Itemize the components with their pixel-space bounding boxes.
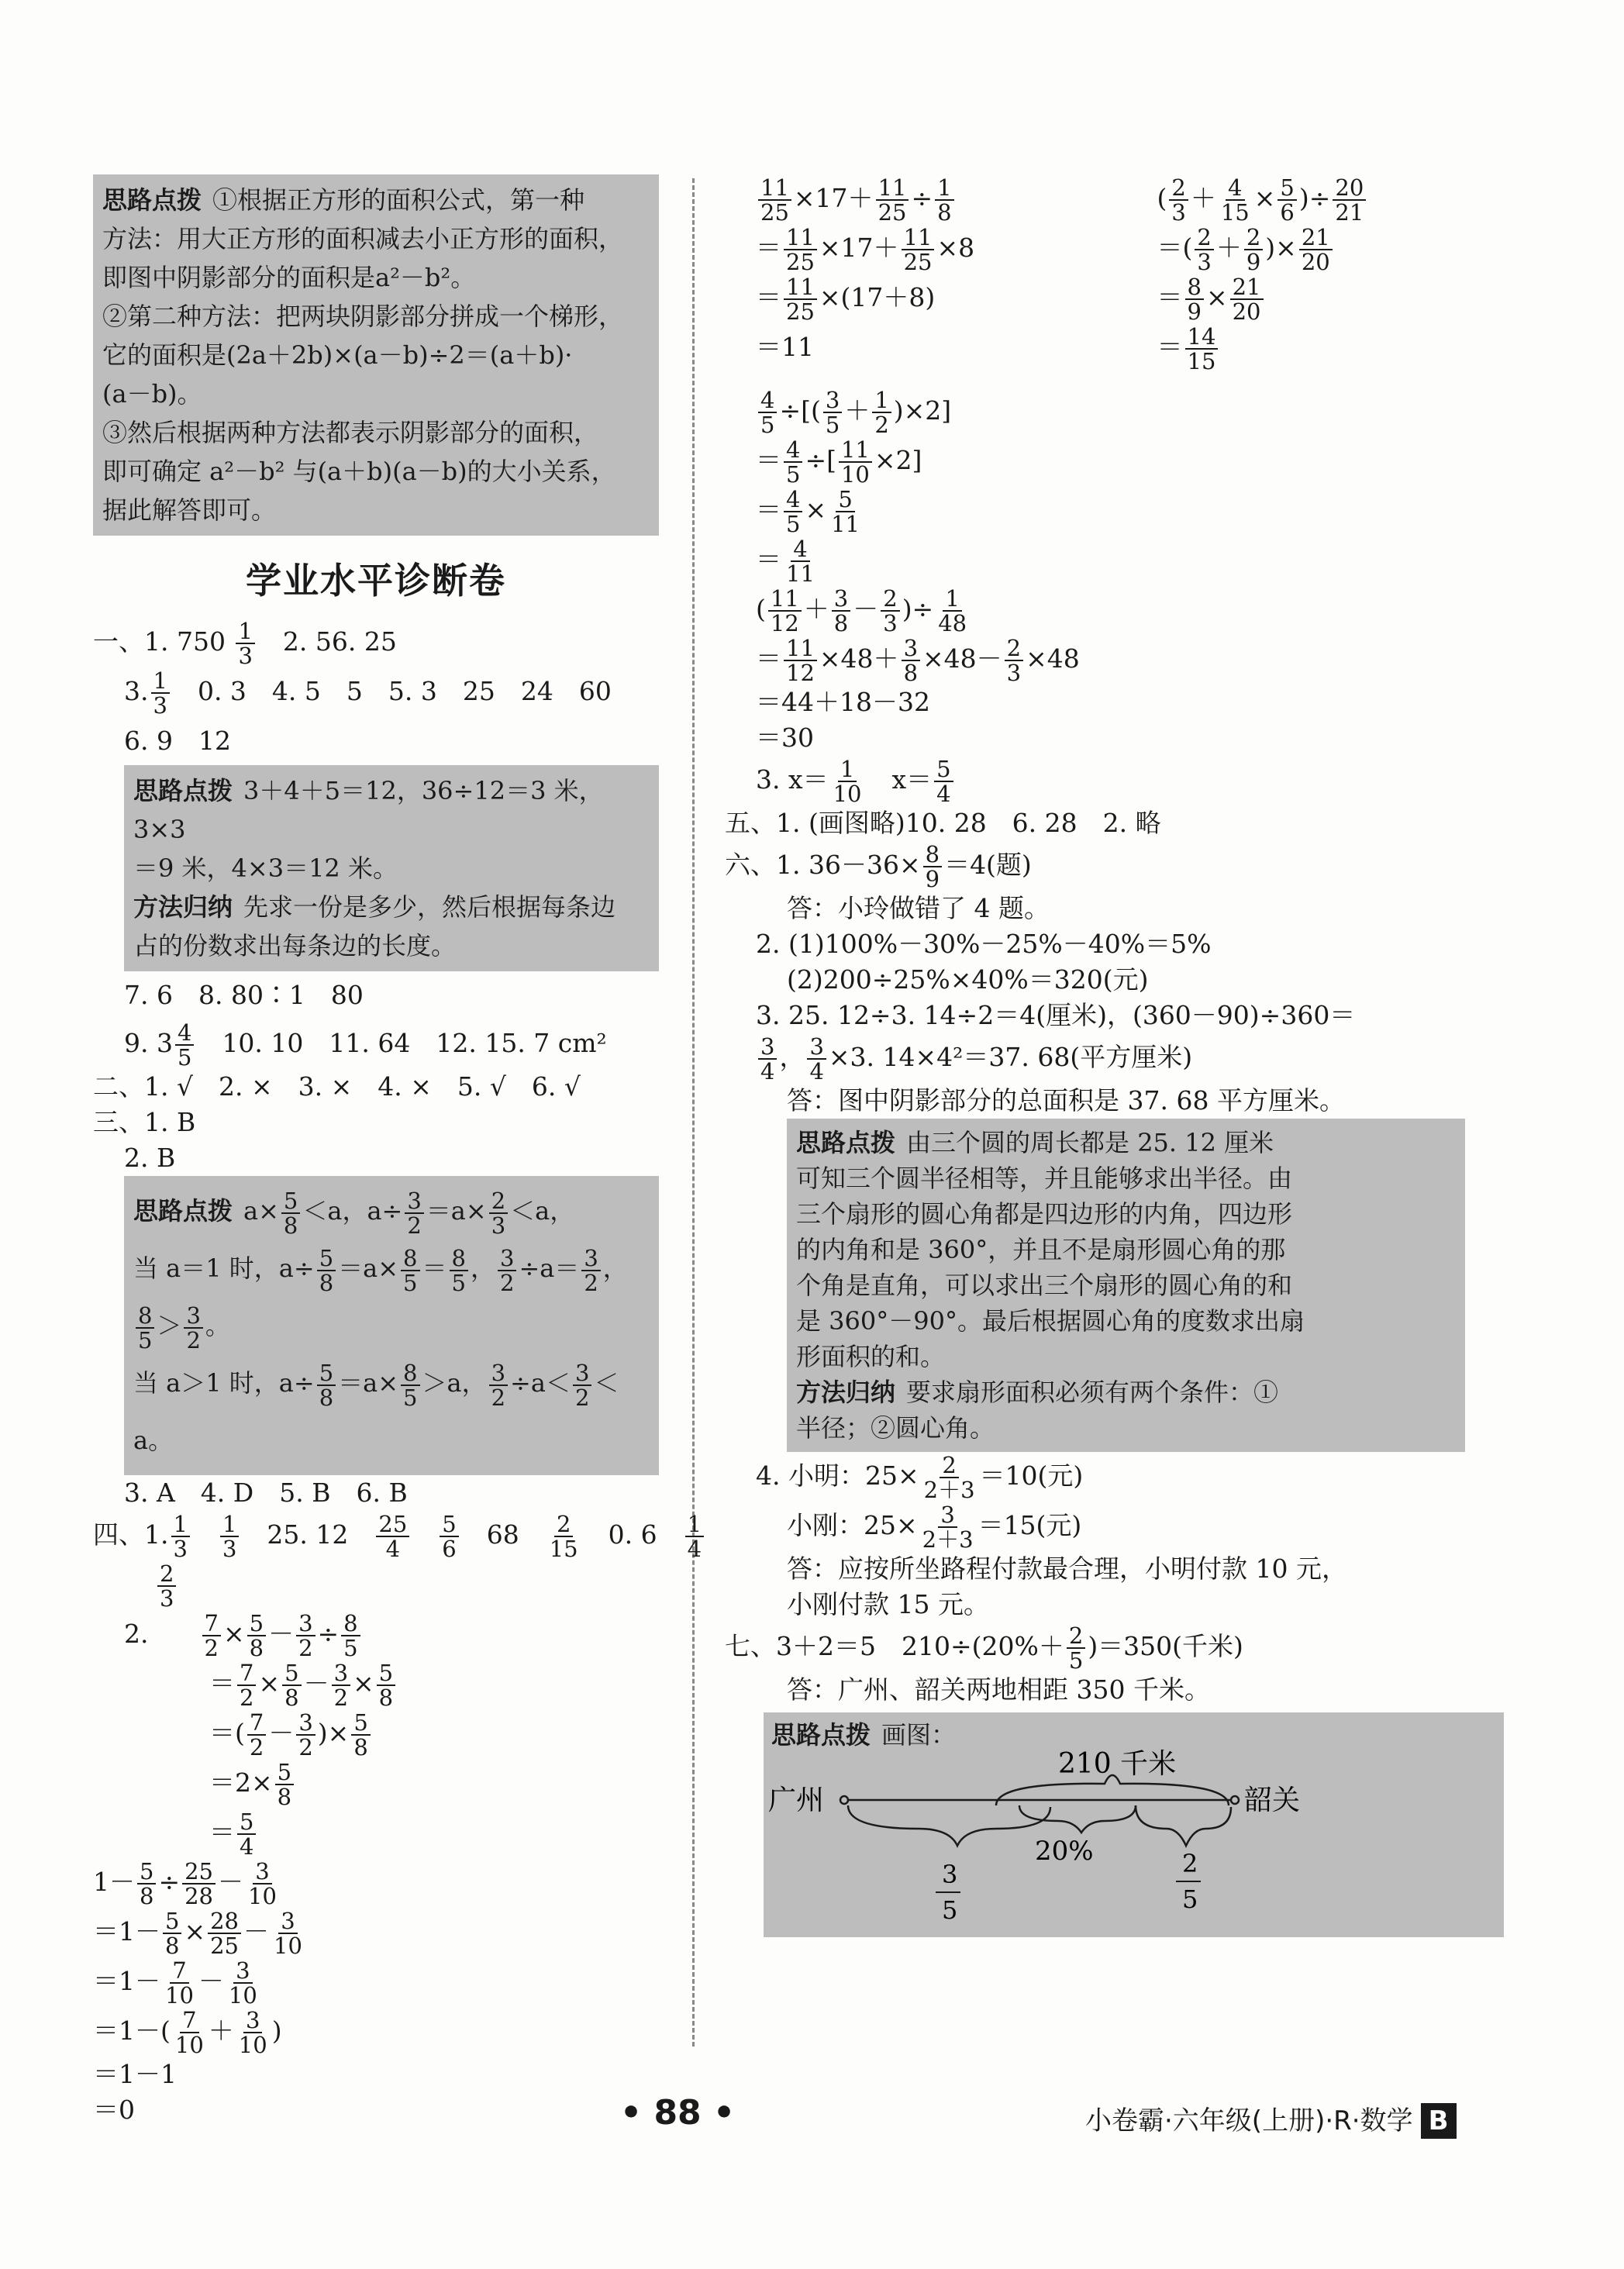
calc-line: ( $\frac{11}{12}$ ＋ $\frac{3}{8}$ － $\frac{2}{3}$ )÷ $\frac{1}{48}$ bbox=[756, 585, 967, 636]
answer-line: 小刚付款 15 元。 bbox=[787, 1589, 989, 1619]
text: 方法：用大正方形的面积减去小正方形的面积， bbox=[102, 224, 624, 253]
calc-line: ＝1－ $\frac{7}{10}$ － $\frac{3}{10}$ bbox=[93, 1957, 257, 2009]
guangzhou-label: 广州 bbox=[768, 1785, 825, 1816]
answer-line: 7. 6 8. 80∶1 80 bbox=[124, 980, 364, 1010]
diagram-svg bbox=[764, 1712, 1326, 1937]
calc-pair bbox=[756, 174, 1558, 373]
answer-line: 六、1. 36－36× $\frac{8}{9}$ ＝4(题) bbox=[725, 841, 1032, 892]
answer-line: 答：图中阴影部分的总面积是 37. 68 平方厘米。 bbox=[787, 1085, 1345, 1116]
text: 即可确定 a²－b² 与(a＋b)(a－b)的大小关系， bbox=[102, 457, 616, 486]
text: (a－b)。 bbox=[102, 379, 202, 409]
calc-line: ＝1－ $\frac{5}{8}$ × $\frac{28}{25}$ － $\frac{3}{10}$ bbox=[93, 1908, 302, 1959]
calc-line: ＝11 bbox=[756, 332, 814, 362]
left-column bbox=[93, 174, 702, 2128]
end-point bbox=[1231, 1796, 1239, 1804]
calc-line: ＝ $\frac{4}{5}$ × $\frac{5}{11}$ bbox=[756, 486, 860, 537]
calc-line: $\frac{4}{5}$ ÷[( $\frac{3}{5}$ ＋ $\frac{1}{2}$ )×2] bbox=[756, 387, 1558, 436]
text: ②第二种方法：把两块阴影部分拼成一个梯形， bbox=[102, 302, 624, 331]
answer-line: 3. A 4. D 5. B 6. B bbox=[124, 1478, 408, 1508]
calc-line: ＝ $\frac{8}{9}$ × $\frac{21}{20}$ bbox=[1157, 274, 1559, 323]
calc-line: ＝1－( $\frac{7}{10}$ ＋ $\frac{3}{10}$ ) bbox=[93, 2007, 282, 2058]
hint-tag: 思路点拨 bbox=[102, 185, 202, 215]
calc-line: ( $\frac{2}{3}$ ＋ $\frac{4}{15}$ × $\frac{5}{6}$ )÷ $\frac{20}{21}$ bbox=[1157, 174, 1559, 224]
answer-line: 小刚：25× $\frac{3}{2+3}$ ＝15(元) bbox=[787, 1502, 1082, 1553]
text: ③然后根据两种方法都表示阴影部分的面积， bbox=[102, 418, 599, 447]
right-column bbox=[725, 174, 1558, 1937]
series-title: 小卷霸·六年级(上册)·R·数学 B bbox=[1085, 2099, 1457, 2139]
fraction-den: 5 bbox=[942, 1895, 958, 1925]
calc-line: ＝ $\frac{4}{5}$ ÷[ $\frac{11}{10}$ ×2] bbox=[756, 436, 922, 488]
text: 据此解答即可。 bbox=[102, 495, 277, 525]
answer-line: 答：小玲做错了 4 题。 bbox=[787, 893, 1050, 923]
answer-line: 4. 小明：25× $\frac{2}{2+3}$ ＝10(元) bbox=[756, 1452, 1084, 1503]
calc-line: ＝ $\frac{7}{2}$ × $\frac{5}{8}$ － $\frac{3}{2}$ × $\frac{5}{8}$ bbox=[93, 1660, 659, 1709]
calc-line: ＝0 bbox=[93, 2095, 135, 2125]
text: 它的面积是(2a＋2b)×(a－b)÷2＝(a＋b)· bbox=[102, 340, 573, 370]
calc-line: ＝( $\frac{7}{2}$ － $\frac{3}{2}$ )× $\frac{5}{8}$ bbox=[93, 1709, 659, 1759]
answer-line: 答：广州、韶关两地相距 350 千米。 bbox=[787, 1674, 1210, 1705]
text: ①根据正方形的面积公式，第一种 bbox=[212, 185, 585, 215]
answer-line: 2. (1)100%－30%－25%－40%＝5% bbox=[756, 929, 1212, 959]
page-number: • 88 • bbox=[620, 2093, 736, 2133]
calc-line: ＝44＋18－32 bbox=[756, 687, 930, 717]
answer-line: 五、1. (画图略)10. 28 6. 28 2. 略 bbox=[725, 808, 1161, 838]
answer-line: 三、1. B bbox=[93, 1107, 196, 1137]
hint-box-3: 思路点拨 a× $\frac{5}{8}$ ＜a，a÷ $\frac{3}{2}$ ＝a× $\frac{2}{3}$ ＜a， 当 a＝1 时，a÷ $\frac{5}{8}$ ＝a× $\frac{8}{5}$ ＝ $\frac{8}{5}$ ， $\frac{3}{2}$ ÷a＝ $\frac{3}{2}$ ， $\frac{8}{5}$ ＞ $\frac{3}{2}$ 。 当 a＞1 时，a÷ $\frac{5}{8}$ ＝a× $\frac{8}{5}$ ＞a， $\frac{3}{2}$ ÷a＜ $\frac{3}{2}$ ＜ a。 bbox=[124, 1176, 659, 1475]
hint-box-2: 思路点拨 3＋4＋5＝12，36÷12＝3 米，3×3 ＝9 米，4×3＝12 米。 方法归纳 先求一份是多少，然后根据每条边 占的份数求出每条边的长度。 bbox=[124, 765, 659, 971]
fraction-den: 5 bbox=[1182, 1885, 1198, 1914]
brace-twenty-percent bbox=[1019, 1805, 1136, 1833]
shaoguan-label: 韶关 bbox=[1244, 1785, 1301, 1816]
edition-badge: B bbox=[1421, 2103, 1457, 2139]
calc-line: ＝ $\frac{5}{4}$ bbox=[93, 1809, 659, 1858]
answer-line: $\frac{3}{4}$ ， $\frac{3}{4}$ ×3. 14×4²＝37. 68(平方厘米) bbox=[756, 1033, 1558, 1083]
section-title: 学业水平诊断卷 bbox=[246, 560, 506, 602]
answer-line: 七、3＋2＝5 210÷(20%＋ $\frac{2}{5}$ )＝350(千米) bbox=[725, 1622, 1243, 1674]
answer-line: 9. 3 $\frac{4}{5}$ 10. 10 11. 64 12. 15. 7 cm² bbox=[124, 1019, 607, 1071]
calc-line: ＝2× $\frac{5}{8}$ bbox=[93, 1759, 659, 1809]
brace-three-fifths bbox=[848, 1805, 1050, 1846]
calc-line: $\frac{11}{25}$ ×17＋ $\frac{11}{25}$ ÷ $\frac{1}{8}$ bbox=[756, 174, 1157, 224]
calc-line: 1－ $\frac{5}{8}$ ÷ $\frac{25}{28}$ － $\frac{3}{10}$ bbox=[93, 1858, 277, 1909]
calc-line: ＝ $\frac{11}{25}$ ×17＋ $\frac{11}{25}$ ×8 bbox=[756, 224, 975, 275]
column-divider bbox=[692, 178, 695, 2047]
line-segment-diagram: 思路点拨 画图： 210 千米 广州 韶关 20% 3 5 2 5 bbox=[764, 1712, 1504, 1937]
answer-line: 3. $\frac{1}{3}$ 0. 3 4. 5 5 5. 3 25 24 60 bbox=[124, 667, 612, 719]
calc-line: 2. $\frac{7}{2}$ × $\frac{5}{8}$ － $\frac{3}{2}$ ÷ $\frac{8}{5}$ bbox=[93, 1610, 659, 1660]
answer-line: (2)200÷25%×40%＝320(元) bbox=[787, 964, 1149, 995]
calc-line: ＝30 bbox=[756, 722, 814, 753]
brace-two-fifths bbox=[1136, 1805, 1231, 1846]
calc-line: ＝ $\frac{11}{25}$ ×(17＋8) bbox=[756, 274, 936, 325]
fraction-num: 3 bbox=[942, 1860, 958, 1889]
calc-line: ＝ $\frac{11}{12}$ ×48＋ $\frac{3}{8}$ ×48－ $\frac{2}{3}$ ×48 bbox=[756, 635, 1080, 686]
answer-line: 二、1. √ 2. × 3. × 4. × 5. √ 6. √ bbox=[93, 1071, 581, 1102]
answer-line: 3. 25. 12÷3. 14÷2＝4(厘米)，(360－90)÷360＝ bbox=[756, 1000, 1356, 1030]
calc-line: ＝ $\frac{4}{11}$ bbox=[756, 536, 815, 587]
answer-line: 2. B bbox=[124, 1143, 176, 1173]
calc-line: ＝1－1 bbox=[93, 2059, 177, 2089]
answer-line: 答：应按所坐路程付款最合理，小明付款 10 元， bbox=[787, 1553, 1347, 1584]
answer-line: 一、1. 750 $\frac{1}{3}$ 2. 56. 25 bbox=[93, 618, 397, 669]
start-point bbox=[840, 1796, 848, 1804]
answer-line: 3. x＝ $\frac{1}{10}$ x＝ $\frac{5}{4}$ bbox=[756, 756, 1558, 805]
answer-line: $\frac{2}{3}$ bbox=[93, 1560, 659, 1610]
percent-label: 20% bbox=[1035, 1836, 1094, 1867]
calc-line: ＝ $\frac{14}{15}$ bbox=[1157, 323, 1559, 373]
calc-line: ＝( $\frac{2}{3}$ ＋ $\frac{2}{9}$ )× $\frac{21}{20}$ bbox=[1157, 224, 1559, 274]
answer-line: 四、1. $\frac{1}{3}$ $\frac{1}{3}$ 25. 12 $\frac{25}{4}$ $\frac{5}{6}$ 68 $\frac{2}{15}$ 0. 6 $\frac{1}{4}$ bbox=[93, 1511, 659, 1560]
fraction-num: 2 bbox=[1182, 1849, 1198, 1878]
hint-box-4: 思路点拨 由三个圆的周长都是 25. 12 厘米 可知三个圆半径相等，并且能够求出半径。由 三个扇形的圆心角都是四边形的内角，四边形 的内角和是 360°，并且不是扇形圆心角的那 个角是直角，可以求出三个扇形的圆心角的和 是 360°－90°。最后根据圆心角的度数求出扇 形面积的和。 方法归纳 要求扇形面积必须有两个条件：① 半径；②圆心角。 bbox=[787, 1119, 1465, 1452]
hint-box-1 bbox=[93, 174, 659, 536]
text: 即图中阴影部分的面积是a²－b²。 bbox=[102, 263, 476, 292]
answer-line: 6. 9 12 bbox=[124, 726, 231, 756]
distance-label: 210 千米 bbox=[1058, 1748, 1177, 1780]
